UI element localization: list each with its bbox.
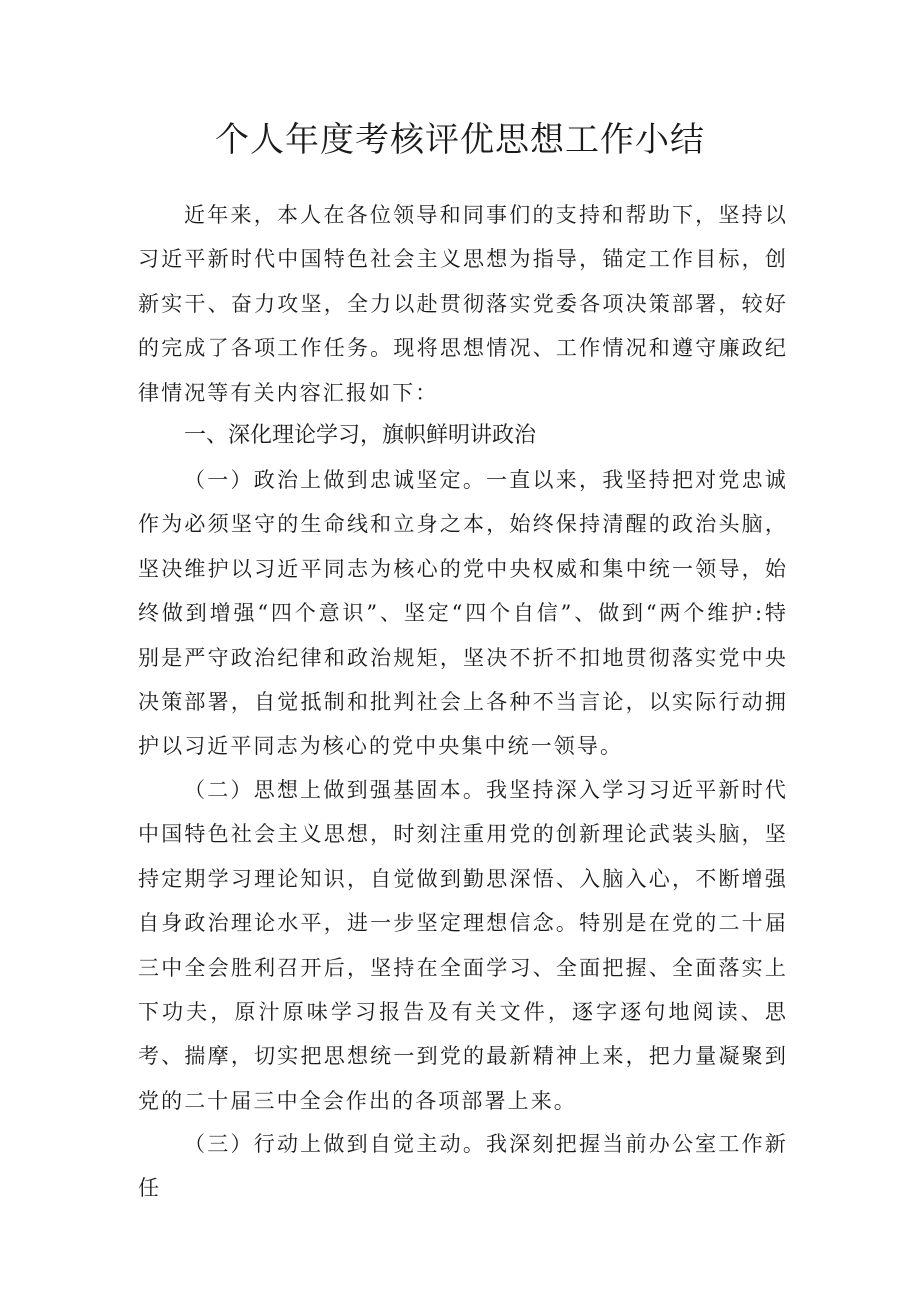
document-title: 个人年度考核评优思想工作小结 <box>215 120 705 160</box>
paragraph-ideological-foundation: （二）思想上做到强基固本。我坚持深入学习习近平新时代中国特色社会主义思想，时刻注重用党的创新理论武装头脑，坚持定期学习理论知识，自觉做到勤思深悟、入脑入心，不断增强自身政治理论水平，进一步坚定理想信念。特别是在党的二十届三中全会胜利召开后，坚持在全面学习、全面把握、全面落实上下功夫，原汁原味学习报告及有关文件，逐字逐句地阅读、思考、揣摩，切实把思想统一到党的最新精神上来，把力量凝聚到党的二十届三中全会作出的各项部署上来。 <box>138 778 788 1113</box>
paragraph-action-initiative: （三）行动上做到自觉主动。我深刻把握当前办公室工作新任 <box>138 1132 788 1201</box>
section-heading: 一、深化理论学习，旗帜鲜明讲政治 <box>184 423 537 448</box>
paragraph-political-loyalty: （一）政治上做到忠诚坚定。一直以来，我坚持把对党忠诚作为必须坚守的生命线和立身之本，始终保持清醒的政治头脑，坚决维护以习近平同志为核心的党中央权威和集中统一领导，始终做到增强“四个意识”、坚定“四个自信”、做到“两个维护:特别是严守政治纪律和政治规矩，坚决不折不扣地贯彻落实党中央决策部署，自觉抵制和批判社会上各种不当言论，以实际行动拥护以习近平同志为核心的党中央集中统一领导。 <box>138 468 788 759</box>
intro-paragraph: 近年来，本人在各位领导和同事们的支持和帮助下，坚持以习近平新时代中国特色社会主义思想为指导，锚定工作目标，创新实干、奋力攻坚，全力以赴贯彻落实党委各项决策部署，较好的完成了各项工作任务。现将思想情况、工作情况和遵守廉政纪律情况等有关内容汇报如下： <box>138 203 788 405</box>
